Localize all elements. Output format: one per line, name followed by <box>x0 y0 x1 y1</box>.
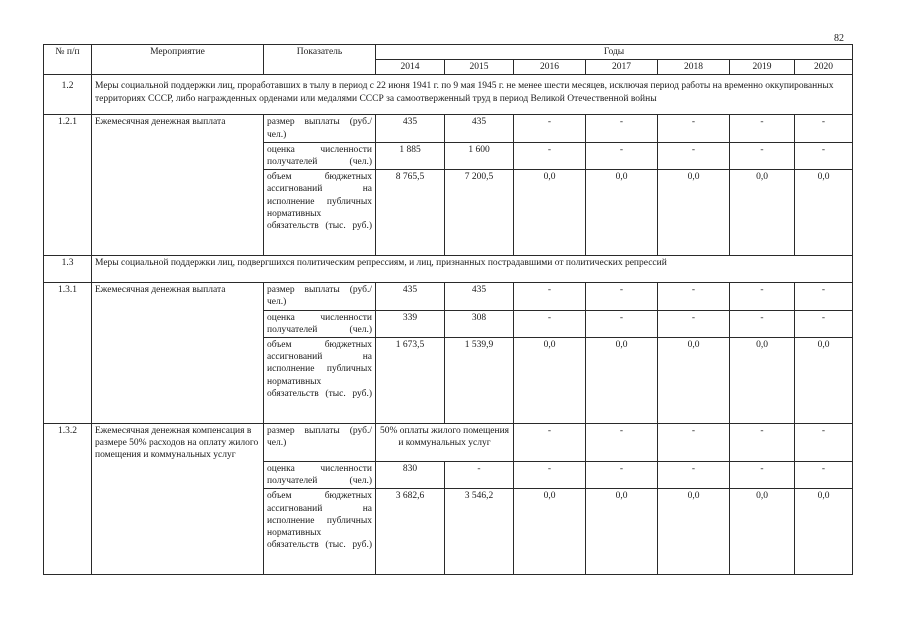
header-indicator: Показатель <box>264 45 376 75</box>
header-year: 2014 <box>376 60 445 75</box>
item-num: 1.3.2 <box>44 424 92 575</box>
header-year: 2020 <box>795 60 853 75</box>
section-num: 1.2 <box>44 75 92 115</box>
value-cell: - <box>658 462 730 489</box>
table-row <box>44 424 853 462</box>
value-cell: 0,0 <box>514 338 586 424</box>
value-cell: - <box>795 283 853 310</box>
value-cell: - <box>795 310 853 337</box>
indicator-cell: размер выплаты (руб./ чел.) <box>264 283 376 310</box>
indicator-cell: размер выплаты (руб./ чел.) <box>264 115 376 142</box>
value-cell: 0,0 <box>730 489 795 575</box>
value-cell: 0,0 <box>586 170 658 256</box>
value-cell: - <box>658 283 730 310</box>
value-cell: - <box>586 310 658 337</box>
value-cell: - <box>514 283 586 310</box>
value-cell: 0,0 <box>658 338 730 424</box>
value-cell: 435 <box>376 115 445 142</box>
item-event: Ежемесячная денежная компенсация в размере 50% расходов на оплату жилого помещения и коммунальных услуг <box>92 424 264 575</box>
item-event: Ежемесячная денежная выплата <box>92 115 264 256</box>
measures-table <box>43 44 853 575</box>
value-cell: - <box>658 424 730 462</box>
value-cell: - <box>795 424 853 462</box>
indicator-cell: объем бюджетных ассигнований на исполнение публичных нормативных обязательств (тыс. руб.) <box>264 170 376 256</box>
value-cell: - <box>658 142 730 169</box>
value-cell: - <box>730 462 795 489</box>
value-cell: 0,0 <box>658 170 730 256</box>
section-title: Меры социальной поддержки лиц, подвергшихся политическим репрессиям, и лиц, признанных пострадавшими от политических репрессий <box>92 256 853 283</box>
value-cell: 1 600 <box>445 142 514 169</box>
item-event: Ежемесячная денежная выплата <box>92 283 264 424</box>
value-cell: 3 546,2 <box>445 489 514 575</box>
indicator-cell: объем бюджетных ассигнований на исполнение публичных нормативных обязательств (тыс. руб.) <box>264 338 376 424</box>
header-years: Годы <box>376 45 853 60</box>
value-cell: 3 682,6 <box>376 489 445 575</box>
value-cell: 435 <box>445 283 514 310</box>
value-cell: 830 <box>376 462 445 489</box>
value-cell: - <box>730 115 795 142</box>
table-row <box>44 115 853 142</box>
indicator-cell: объем бюджетных ассигнований на исполнение публичных нормативных обязательств (тыс. руб.) <box>264 489 376 575</box>
value-cell: - <box>586 283 658 310</box>
value-cell: - <box>730 310 795 337</box>
value-cell: 0,0 <box>795 489 853 575</box>
section-row <box>44 75 853 115</box>
indicator-cell: оценка численности получателей (чел.) <box>264 142 376 169</box>
value-cell: 1 885 <box>376 142 445 169</box>
value-cell: - <box>795 115 853 142</box>
value-cell: 7 200,5 <box>445 170 514 256</box>
value-cell: - <box>658 310 730 337</box>
header-event: Мероприятие <box>92 45 264 75</box>
merged-value-cell: 50% оплаты жилого помещения и коммунальных услуг <box>376 424 514 462</box>
value-cell: 8 765,5 <box>376 170 445 256</box>
value-cell: - <box>514 115 586 142</box>
value-cell: - <box>730 424 795 462</box>
value-cell: 0,0 <box>730 170 795 256</box>
section-num: 1.3 <box>44 256 92 283</box>
page-number: 82 <box>834 33 844 44</box>
value-cell: - <box>445 462 514 489</box>
item-num: 1.2.1 <box>44 115 92 256</box>
value-cell: 0,0 <box>795 338 853 424</box>
value-cell: 1 673,5 <box>376 338 445 424</box>
indicator-cell: размер выплаты (руб./ чел.) <box>264 424 376 462</box>
value-cell: 435 <box>445 115 514 142</box>
value-cell: 0,0 <box>730 338 795 424</box>
header-year: 2016 <box>514 60 586 75</box>
value-cell: - <box>658 115 730 142</box>
section-title: Меры социальной поддержки лиц, проработавших в тылу в период с 22 июня 1941 г. по 9 мая 1945 г. не менее шести месяцев, исключая период работы на временно оккупированных территориях СССР, либо награжденных орденами или медалями СССР за самоотверженный труд в период Великой Отечественной войны <box>92 75 853 115</box>
value-cell: - <box>795 142 853 169</box>
value-cell: 1 539,9 <box>445 338 514 424</box>
value-cell: 435 <box>376 283 445 310</box>
indicator-cell: оценка численности получателей (чел.) <box>264 462 376 489</box>
header-year: 2019 <box>730 60 795 75</box>
value-cell: 0,0 <box>514 489 586 575</box>
header-year: 2017 <box>586 60 658 75</box>
value-cell: 0,0 <box>586 489 658 575</box>
value-cell: - <box>514 310 586 337</box>
value-cell: - <box>514 424 586 462</box>
value-cell: - <box>514 142 586 169</box>
table-header-row <box>44 45 853 60</box>
indicator-cell: оценка численности получателей (чел.) <box>264 310 376 337</box>
value-cell: 0,0 <box>586 338 658 424</box>
table-row <box>44 283 853 310</box>
value-cell: - <box>586 424 658 462</box>
value-cell: 339 <box>376 310 445 337</box>
item-num: 1.3.1 <box>44 283 92 424</box>
value-cell: 308 <box>445 310 514 337</box>
value-cell: - <box>586 142 658 169</box>
value-cell: - <box>795 462 853 489</box>
header-year: 2018 <box>658 60 730 75</box>
value-cell: - <box>514 462 586 489</box>
value-cell: - <box>586 462 658 489</box>
section-row <box>44 256 853 283</box>
header-year: 2015 <box>445 60 514 75</box>
value-cell: - <box>586 115 658 142</box>
value-cell: - <box>730 283 795 310</box>
header-num: № п/п <box>44 45 92 75</box>
value-cell: 0,0 <box>658 489 730 575</box>
value-cell: 0,0 <box>795 170 853 256</box>
value-cell: - <box>730 142 795 169</box>
value-cell: 0,0 <box>514 170 586 256</box>
